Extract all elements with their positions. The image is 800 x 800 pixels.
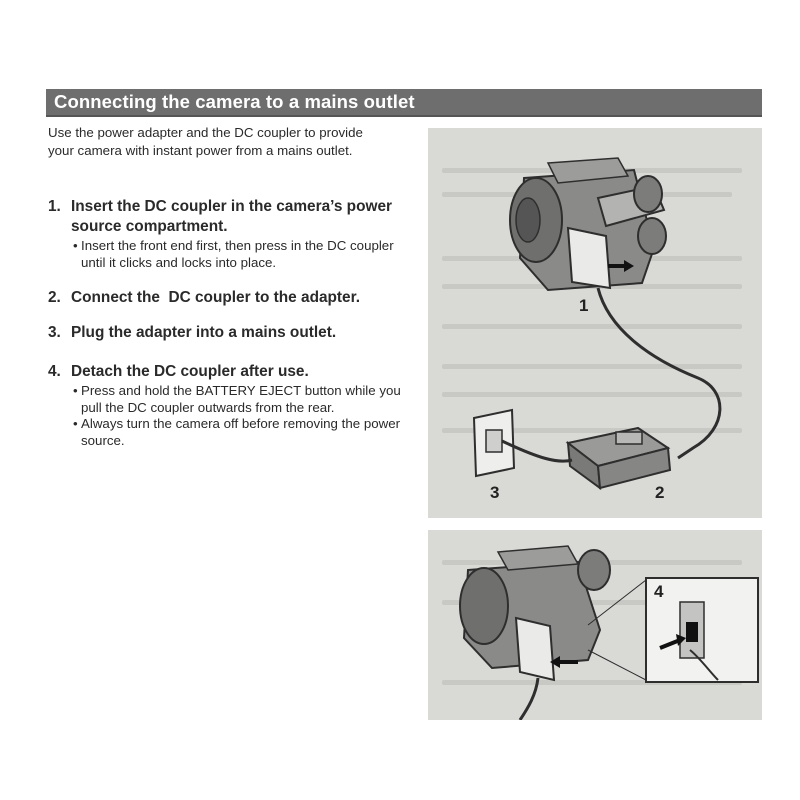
section-title-bar: [46, 89, 762, 117]
camcorder-icon: [510, 158, 666, 290]
battery-eject-detail: [588, 578, 758, 682]
intro-paragraph: Use the power adapter and the DC coupler to provide your camera with instant power from a mains outlet.: [48, 125, 363, 158]
step-2: [48, 288, 408, 308]
step-bullet: • Press and hold the BATTERY EJECT button while you pull the DC coupler outwards from the rear.: [73, 383, 408, 416]
illustration-detach-coupler: [428, 530, 762, 720]
step-bullet: • Insert the front end first, then press in the DC coupler until it clicks and locks into place.: [73, 238, 408, 271]
wall-outlet-icon: [474, 410, 572, 476]
callout-2: 2: [655, 483, 665, 502]
step-number: 1.: [48, 198, 61, 215]
step-number: 2.: [48, 289, 61, 306]
callout-3: 3: [490, 483, 500, 502]
camera-adapter-drawing: [428, 128, 762, 518]
step-bullet: • Always turn the camera off before removing the power source.: [73, 416, 408, 449]
power-adapter-icon: [568, 428, 670, 488]
step-number: 4.: [48, 363, 61, 380]
step-1: [48, 197, 408, 271]
step-number: 3.: [48, 324, 61, 341]
callout-4: 4: [654, 582, 664, 601]
step-title: Connect the DC coupler to the adapter.: [71, 289, 361, 306]
step-title: Detach the DC coupler after use.: [71, 363, 309, 380]
section-title: Connecting the camera to a mains outlet: [54, 91, 415, 112]
detach-coupler-drawing: [428, 530, 762, 720]
callout-1: 1: [579, 296, 589, 315]
step-4: [48, 362, 408, 449]
step-3: [48, 323, 408, 343]
step-title: Plug the adapter into a mains outlet.: [71, 324, 337, 341]
step-title: Insert the DC coupler in the camera’s power source compartment.: [71, 198, 393, 235]
illustration-camera-adapter: [428, 128, 762, 518]
camcorder-icon: [460, 546, 610, 720]
